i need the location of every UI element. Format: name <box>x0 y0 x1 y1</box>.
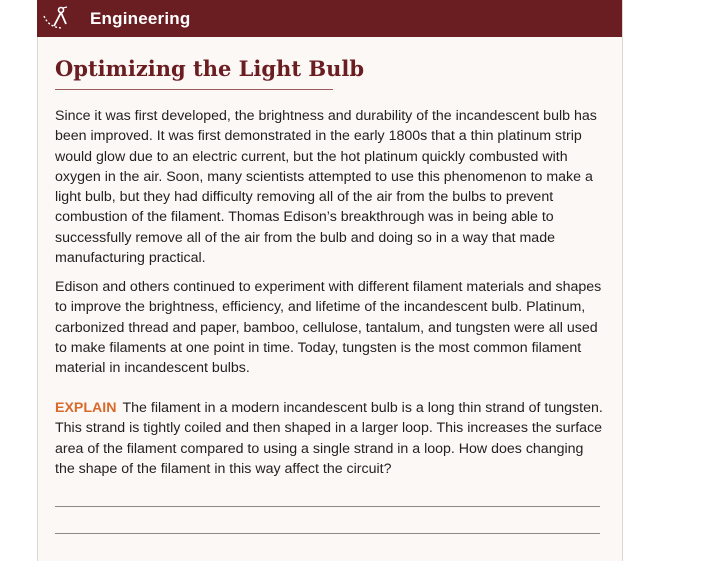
explain-prompt <box>55 398 605 479</box>
page-title: Optimizing the Light Bulb <box>55 56 365 81</box>
paragraph-1: Since it was first developed, the brightness and durability of the incandescent bulb has been improved. It was first demonstrated in the early 1800s that a thin platinum strip would glow due to an electric current, but the hot platinum quickly combusted with oxygen in the air. Soon, many scientists attempted to use this phenomenon to make a light bulb, but they had difficulty removing all of the air from the bulbs to prevent combustion of the filament. Thomas Edison’s breakthrough was in being able to successfully remove all of the air from the bulb and doing so in a way that made manufacturing practical. <box>55 108 597 267</box>
section-header <box>37 0 622 37</box>
explain-label: EXPLAIN <box>55 400 117 416</box>
answer-line[interactable] <box>55 506 600 507</box>
answer-line[interactable] <box>55 533 600 534</box>
section-label: Engineering <box>90 8 191 28</box>
explain-text: The filament in a modern incandescent bulb is a long thin strand of tungsten. This strand is tightly coiled and then shaped in a larger loop. This increases the surface area of the filament compared to using a single strand in a loop. How does changing the shape of the filament in this way affect the circuit? <box>55 400 603 477</box>
compass-icon <box>37 0 75 37</box>
title-underline <box>55 89 333 90</box>
paragraph-2: Edison and others continued to experiment with different filament materials and shapes to improve the brightness, efficiency, and lifetime of the incandescent bulb. Platinum, carbonized thread and paper, bamboo, cellulose, tantalum, and tungsten were all used to make filaments at one point in time. Today, tungsten is the most common filament material in incandescent bulbs. <box>55 279 602 377</box>
